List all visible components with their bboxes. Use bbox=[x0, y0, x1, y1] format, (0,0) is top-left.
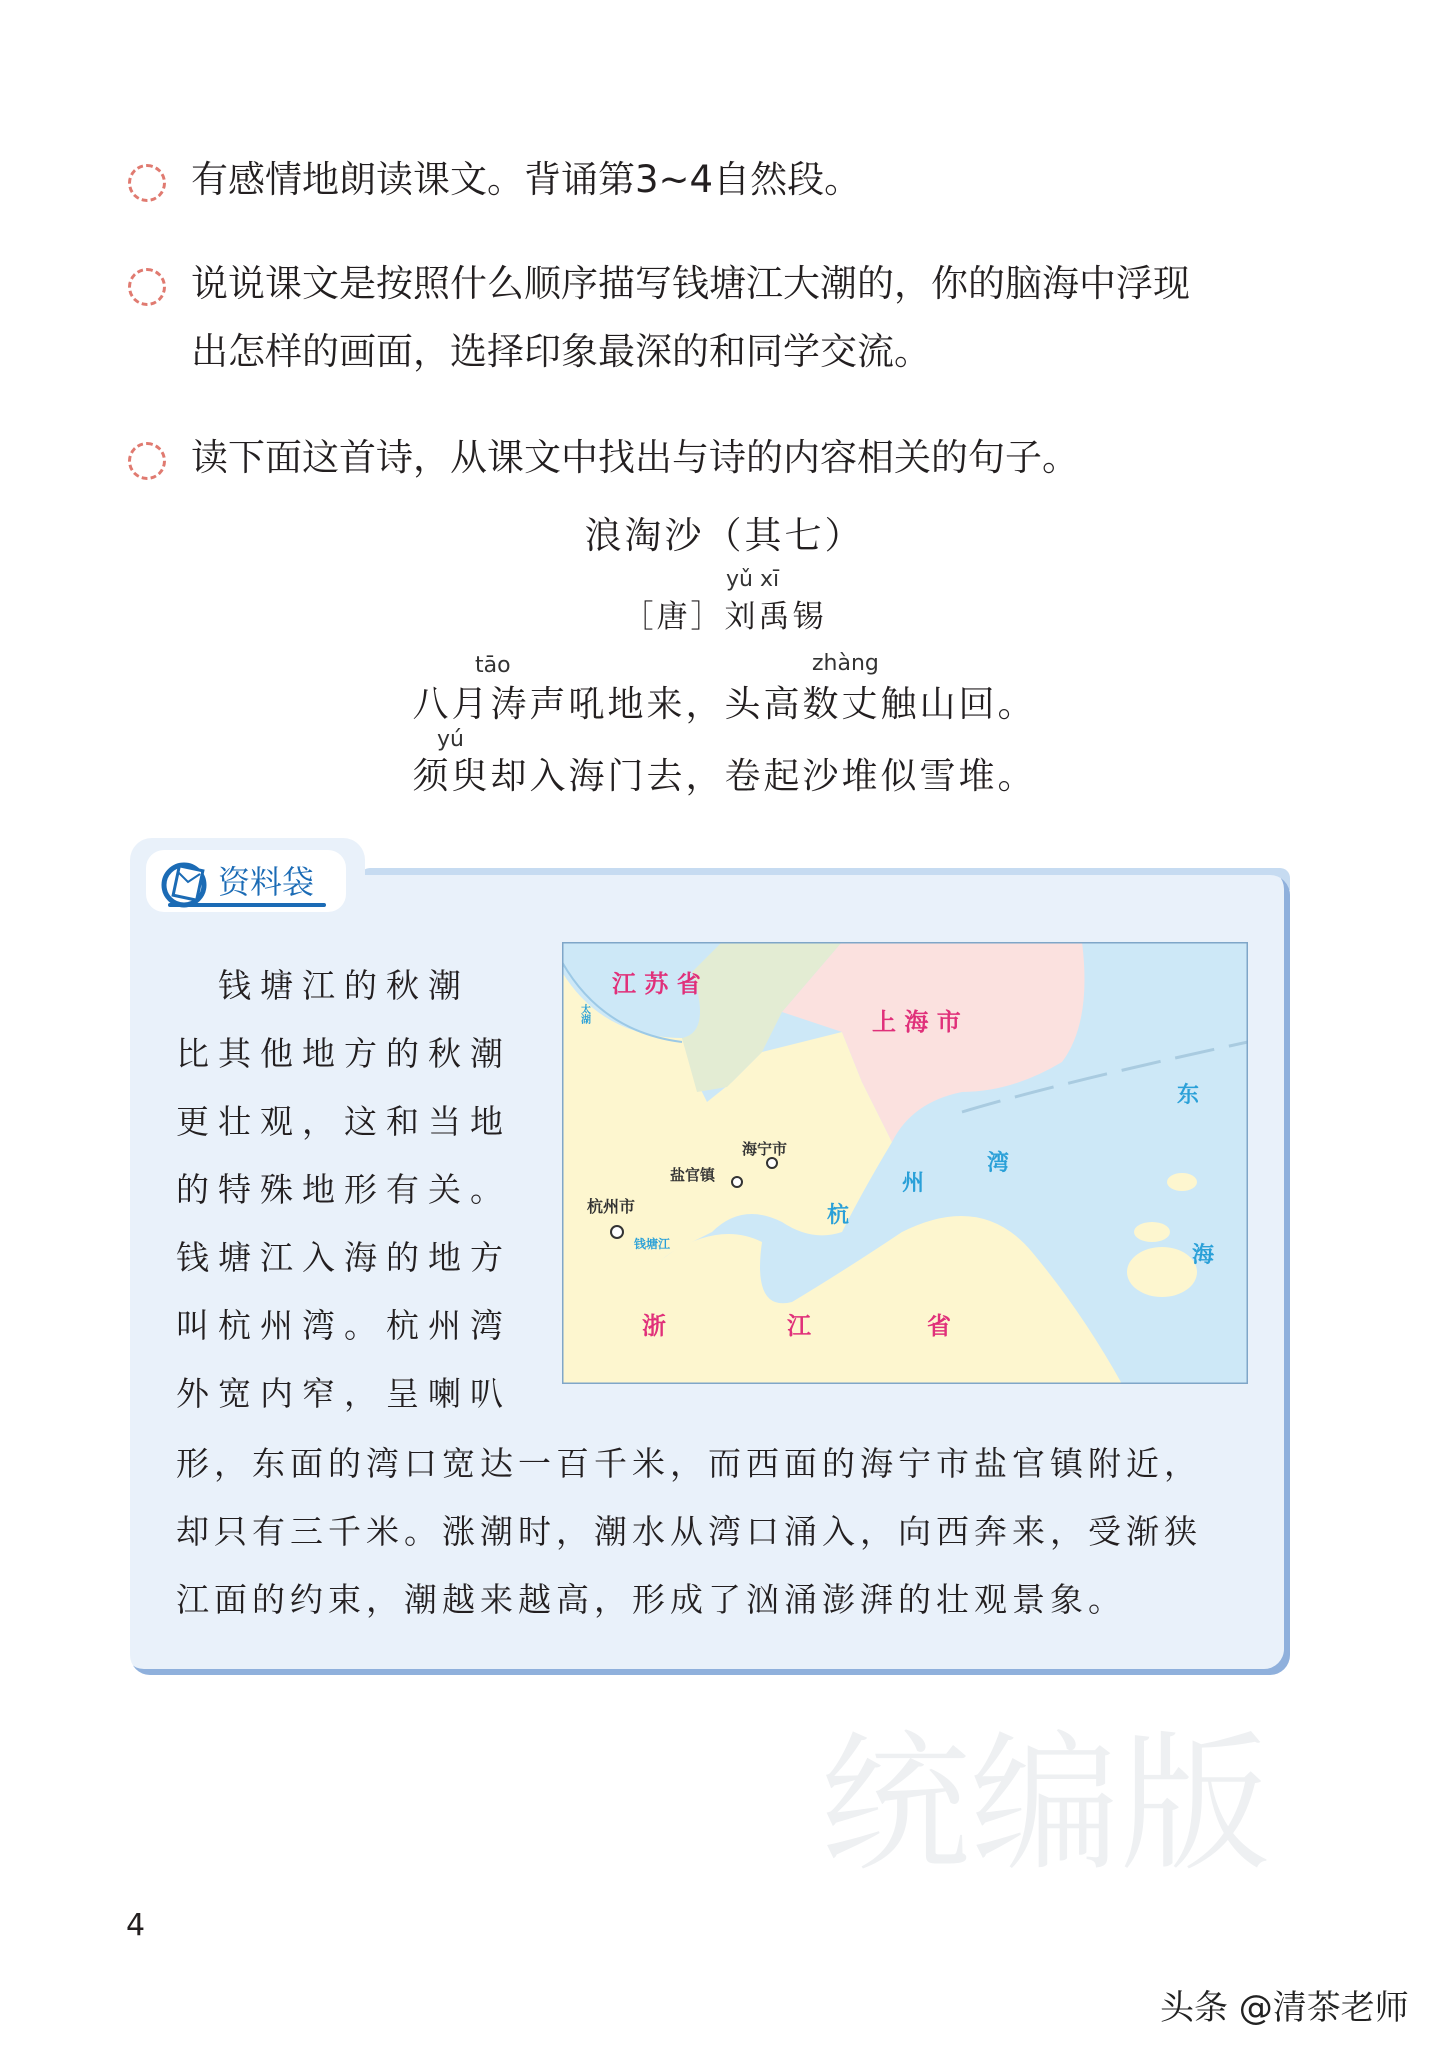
map-label-sea-1: 东 bbox=[1177, 1083, 1200, 1108]
map-label-bay-3: 湾 bbox=[987, 1151, 1010, 1176]
text-line: 更壮观，这和当地 bbox=[176, 1102, 512, 1141]
info-box-title: 资料袋 bbox=[218, 863, 315, 901]
poem-line-2: 须臾却入海门去，卷起沙堆似雪堆。 bbox=[412, 756, 1037, 797]
text-line: 叫杭州湾。杭州湾 bbox=[176, 1306, 512, 1345]
text-line: 比其他地方的秋潮 bbox=[176, 1034, 512, 1073]
pinyin-zhang: zhàng bbox=[812, 651, 879, 676]
source-watermark: 头条 @清茶老师 bbox=[1160, 1988, 1409, 2028]
poem-author: ［唐］刘禹锡 bbox=[622, 599, 827, 635]
text-line: 形，东面的湾口宽达一百千米，而西面的海宁市盐官镇附近， bbox=[176, 1444, 1202, 1483]
text-line: 的特殊地形有关。 bbox=[176, 1170, 512, 1209]
edition-watermark: 统编版 bbox=[820, 1718, 1271, 1892]
pinyin-yu: yú bbox=[437, 727, 464, 752]
exercise-text: 有感情地朗读课文。背诵第3~4自然段。 bbox=[191, 158, 862, 201]
map-label-zhejiang-3: 省 bbox=[927, 1312, 951, 1340]
map-label-sea-2: 海 bbox=[1192, 1243, 1215, 1268]
poem-title: 浪淘沙（其七） bbox=[584, 514, 865, 557]
exercise-2 bbox=[128, 250, 1341, 386]
map-label-yanguan: 盐官镇 bbox=[670, 1166, 716, 1184]
map-label-hangzhou: 杭州市 bbox=[587, 1197, 636, 1216]
text-line: 却只有三千米。涨潮时，潮水从湾口涌入，向西奔来，受渐狭 bbox=[176, 1512, 1202, 1551]
author-pinyin: yǔ xī bbox=[726, 567, 780, 592]
exercise-3 bbox=[128, 424, 1341, 492]
exercise-1 bbox=[128, 146, 1341, 214]
text-line: 钱塘江的秋潮 bbox=[176, 966, 470, 1005]
exercise-text-line1: 说说课文是按照什么顺序描写钱塘江大潮的，你的脑海中浮现 bbox=[191, 262, 1190, 305]
info-full-text bbox=[176, 1430, 1276, 1634]
map-label-jiangsu: 江 苏 省 bbox=[612, 970, 701, 998]
yanguan-marker-icon bbox=[732, 1177, 742, 1187]
map-label-zhejiang-1: 浙 bbox=[642, 1312, 666, 1340]
page-number: 4 bbox=[126, 1908, 146, 1943]
pinyin-tao: tāo bbox=[475, 653, 511, 678]
text-line: 外宽内窄，呈喇叭 bbox=[176, 1374, 512, 1413]
map-label-shanghai: 上 海 市 bbox=[872, 1008, 961, 1036]
qiantang-map bbox=[562, 942, 1248, 1384]
bullet-circle-icon bbox=[128, 268, 166, 306]
exercise-text-line2: 出怎样的画面，选择印象最深的和同学交流。 bbox=[191, 330, 931, 373]
poem-line-1: 八月涛声吼地来，头高数丈触山回。 bbox=[412, 684, 1037, 725]
info-side-text bbox=[176, 952, 546, 1428]
map-label-river: 钱塘江 bbox=[634, 1237, 671, 1251]
map-label-haining: 海宁市 bbox=[742, 1140, 788, 1158]
hangzhou-marker-icon bbox=[611, 1226, 623, 1238]
title-underline bbox=[168, 903, 326, 907]
bullet-circle-icon bbox=[128, 164, 166, 202]
map-label-bay-1: 杭 bbox=[827, 1203, 850, 1228]
text-line: 江面的约束，潮越来越高，形成了汹涌澎湃的壮观景象。 bbox=[176, 1580, 1126, 1619]
exercise-text: 读下面这首诗，从课文中找出与诗的内容相关的句子。 bbox=[191, 436, 1079, 479]
map-label-lake: 太湖 bbox=[578, 1004, 590, 1024]
map-label-bay-2: 州 bbox=[902, 1171, 925, 1196]
map-label-zhejiang-2: 江 bbox=[787, 1312, 811, 1340]
text-line: 钱塘江入海的地方 bbox=[176, 1238, 512, 1277]
haining-marker-icon bbox=[767, 1158, 777, 1168]
bullet-circle-icon bbox=[128, 442, 166, 480]
